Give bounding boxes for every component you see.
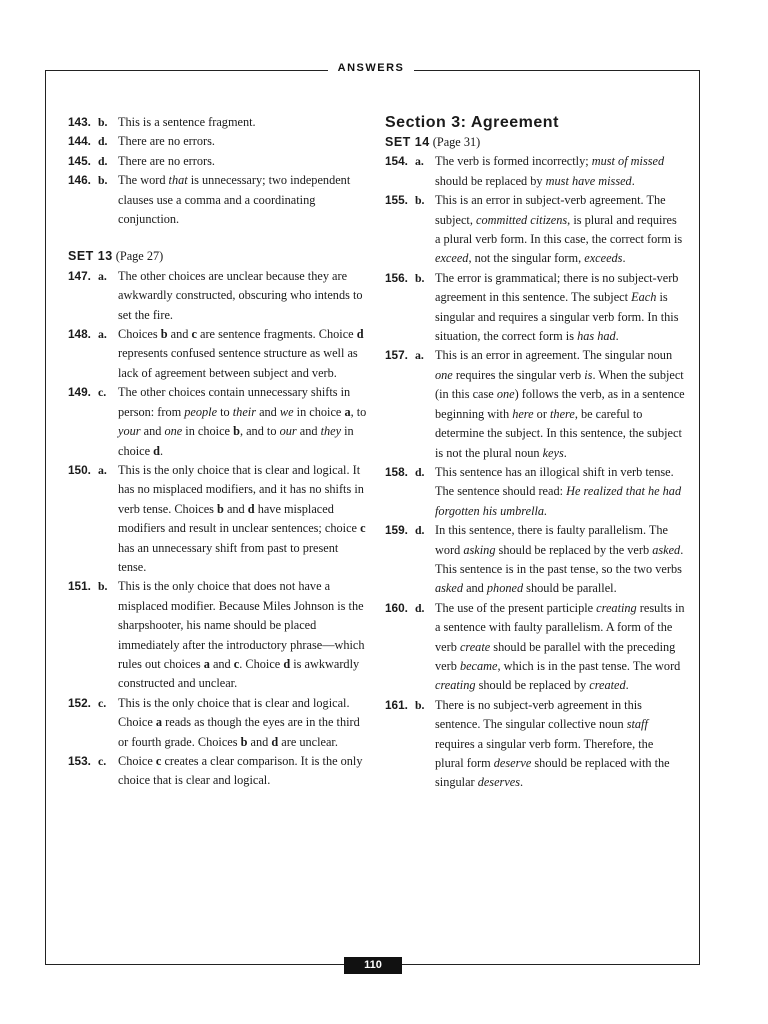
answer-number: 147. [68,268,91,283]
answer-entry [68,171,368,229]
answer-letter: a. [98,462,107,477]
answer-entry [385,191,685,269]
answer-letter: b. [415,697,425,712]
set-14-name: SET 14 [385,135,430,149]
answer-letter: a. [415,348,424,363]
answer-explanation: This sentence has an illogical shift in verb tense. The sentence should read: He realized that he had forgotten his umbrella. [435,464,682,518]
answer-number: 161. [385,697,408,712]
answer-number: 157. [385,348,408,363]
answer-explanation: The other choices contain unnecessary shifts in person: from people to their and we in choice a, to your and one in choice b, and to our and they in choice d. [118,385,367,458]
answer-explanation: This is an error in subject-verb agreement. The subject, committed citizens, is plural and requires a plural verb form. In this case, the correct form is exceed, not the singular form, exceeds. [435,193,683,266]
answer-explanation: The other choices are unclear because they are awkwardly constructed, obscuring who intends to set the fire. [118,268,363,322]
answer-number: 148. [68,327,91,342]
answer-letter: d. [415,464,425,479]
answer-letter: c. [98,754,107,768]
answer-explanation: This is the only choice that is clear and logical. Choice a reads as though the eyes are in the third or fourth grade. Choices b and d are unclear. [118,695,360,749]
answer-number: 146. [68,173,91,188]
answer-entry [68,694,368,752]
answer-entry [385,463,685,521]
header-rule-right [414,70,700,71]
answer-letter: a. [98,268,107,283]
answer-explanation: There are no errors. [118,153,215,168]
answer-entry [68,113,368,132]
header-rule-left [45,70,328,71]
right-column [385,113,685,793]
answer-number: 149. [68,385,91,400]
set-13-heading [68,247,368,266]
answer-entry [385,599,685,696]
answer-letter: b. [98,115,108,129]
answer-letter: d. [415,600,425,615]
answer-entry [68,325,368,383]
answer-entry [385,346,685,462]
set-13-name: SET 13 [68,249,113,264]
answer-explanation: Choices b and c are sentence fragments. Choice d represents confused sentence structure as well as lack of agreement between subject and verb. [118,327,364,380]
answer-explanation: In this sentence, there is faulty parallelism. The word asking should be replaced by the verb asked. This sentence is in the past tense, so the two verbs asked and phoned should be parallel. [435,523,684,596]
answer-number: 160. [385,600,408,615]
answer-explanation: This is a sentence fragment. [118,115,256,129]
answer-number: 151. [68,579,91,594]
answer-entry [68,383,368,461]
answer-number: 156. [385,270,408,285]
answer-letter: a. [98,327,107,342]
left-column [68,113,368,791]
answer-explanation: This is the only choice that is clear and logical. It has no misplaced modifiers, and it has no shifts in verb tense. Choices b and d have misplaced modifiers and result in unclear sentences; choice c has an unnecessary shift from past to present tense. [118,462,366,574]
answer-number: 158. [385,464,408,479]
answer-entry [68,577,368,693]
answer-explanation: Choice c creates a clear comparison. It is the only choice that is clear and logical. [118,754,363,788]
entries-top [68,113,368,229]
answer-explanation: The use of the present participle creating results in a sentence with faulty parallelism. A form of the verb create should be parallel with the preceding verb became, which is in the past tense. The word creating should be replaced by created. [435,600,685,693]
answer-entry [68,152,368,171]
answer-entry [68,752,368,791]
answer-explanation: This is an error in agreement. The singular noun one requires the singular verb is. When the subject (in this case one) follows the verb, as in a sentence beginning with here or there, be careful to determine the subject. In this sentence, the subject is not the plural noun keys. [435,348,685,460]
answer-letter: d. [98,134,108,149]
answer-number: 152. [68,695,91,710]
answer-entry [385,152,685,191]
answer-number: 154. [385,154,408,169]
answer-letter: d. [98,153,108,168]
answer-letter: b. [415,270,425,285]
answer-explanation: There is no subject-verb agreement in this sentence. The singular collective noun staff requires a singular verb form. Therefore, the plural form deserve should be replaced with the singular deserves. [435,697,670,790]
answer-entry [385,696,685,793]
set-13-page: (Page 27) [115,249,164,264]
running-header: ANSWERS [337,62,405,74]
answer-explanation: The error is grammatical; there is no subject-verb agreement in this sentence. The subject Each is singular and requires a singular verb form. In this situation, the correct form is has had. [435,270,679,344]
answer-letter: c. [98,385,107,400]
answer-explanation: This is the only choice that does not have a misplaced modifier. Because Miles Johnson is the sharpshooter, his name should be placed immediately after the introductory phrase—which rules out choices a and c. Choice d is awkwardly constructed and unclear. [118,579,365,691]
answer-entry [68,461,368,577]
answer-explanation: The verb is formed incorrectly; must of missed should be replaced by must have missed. [435,154,665,188]
answer-explanation: The word that is unnecessary; two independent clauses use a comma and a coordinating conjunction. [118,173,351,227]
answer-entry [385,269,685,347]
entries-set-13 [68,267,368,791]
entries-set-14 [385,152,685,792]
answer-letter: b. [98,579,108,594]
answer-number: 150. [68,462,91,477]
answer-explanation: There are no errors. [118,134,215,149]
answer-entry [385,521,685,599]
set-14-heading [385,133,685,152]
set-14-page: (Page 31) [432,135,481,149]
answer-number: 155. [385,193,408,208]
answer-letter: b. [415,193,425,208]
answer-number: 144. [68,134,91,149]
answer-number: 153. [68,754,91,768]
answer-entry [68,267,368,325]
answer-letter: d. [415,523,425,538]
answer-number: 145. [68,153,91,168]
answer-letter: c. [98,695,107,710]
section-title: Section 3: Agreement [385,114,559,131]
answer-letter: a. [415,154,424,169]
answer-letter: b. [98,173,108,188]
answer-entry [68,132,368,151]
page-number: 110 [344,957,402,974]
answer-number: 143. [68,115,91,129]
answer-number: 159. [385,523,408,538]
